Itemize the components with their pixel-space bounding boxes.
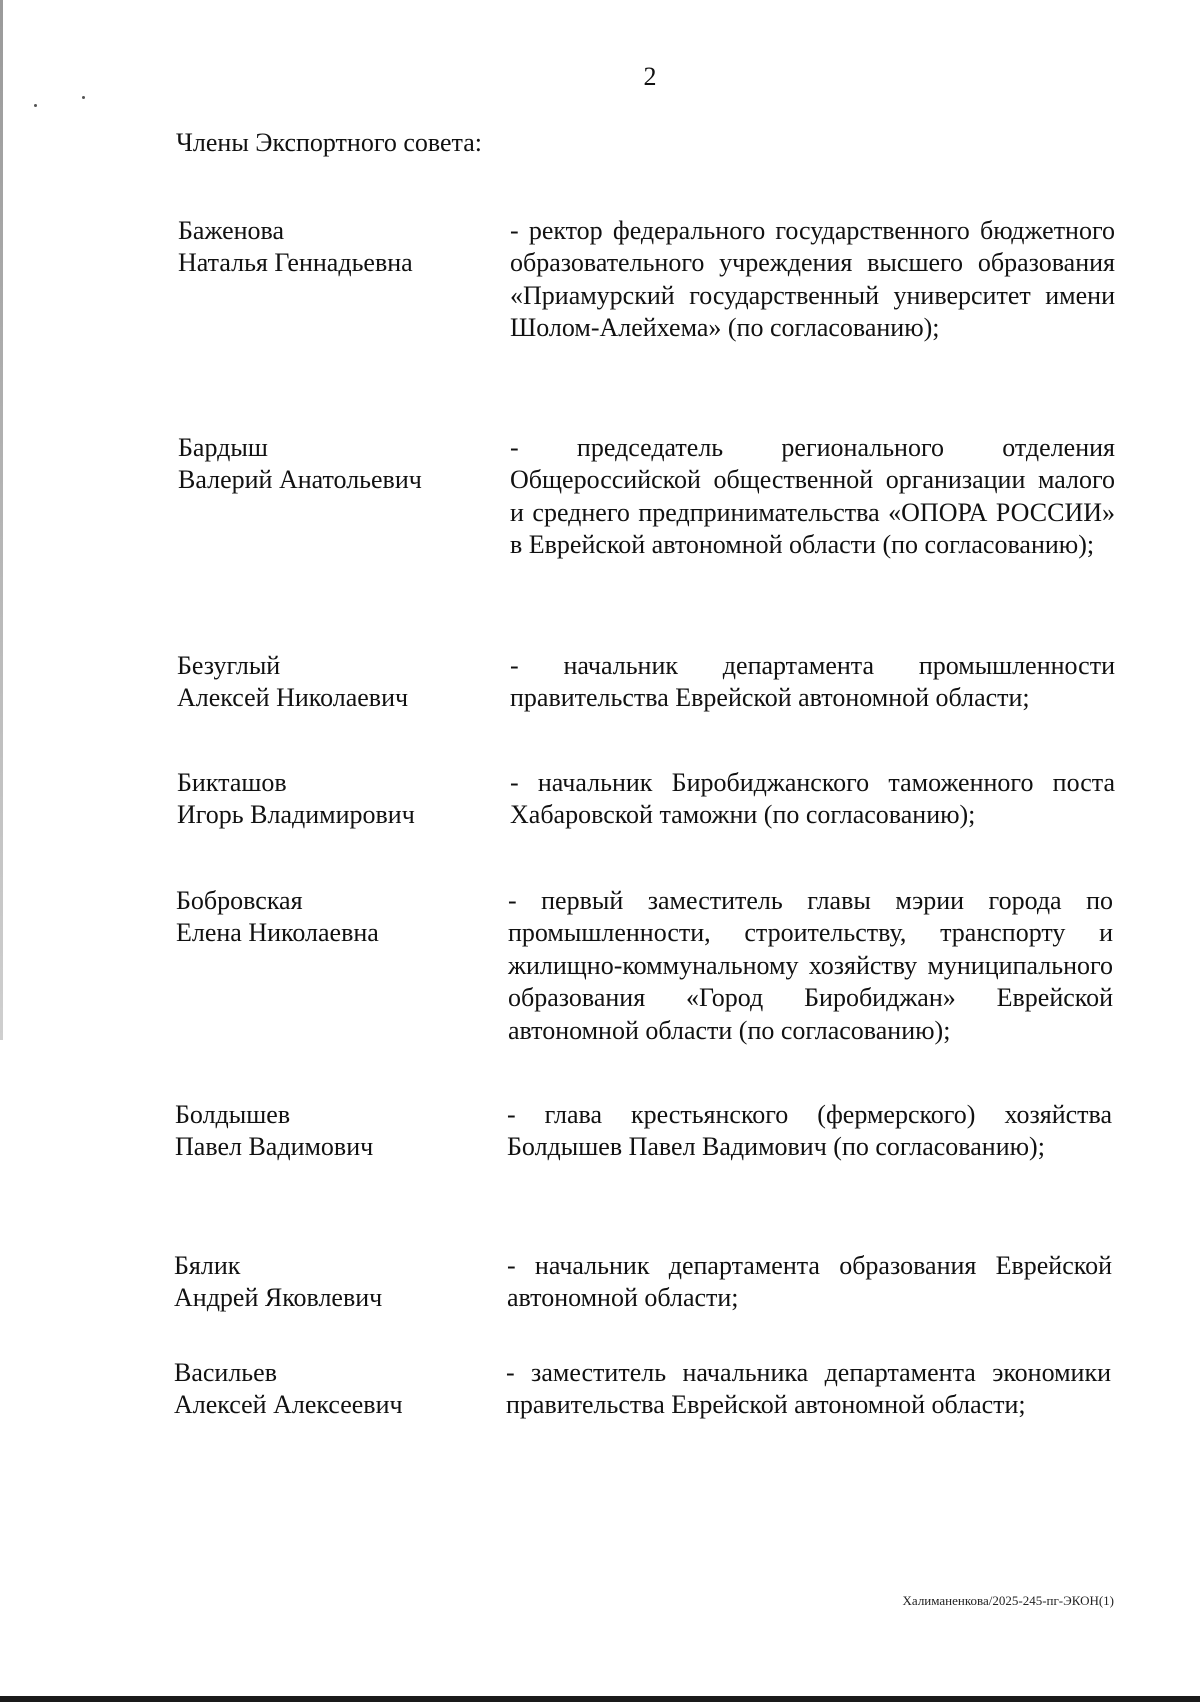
member-role: - ректор федерального государственного бюджетного образовательного учреждения высшего образования «Приамурский государственный университет имени Шолом-Алейхема» (по согласованию); bbox=[510, 216, 1115, 343]
member-surname: Васильев bbox=[174, 1358, 277, 1387]
member-name bbox=[178, 432, 488, 497]
member-role: - начальник департамента промышленности правительства Еврейской автономной области; bbox=[510, 651, 1115, 713]
member-role: - начальник Биробиджанского таможенного поста Хабаровской таможни (по согласованию); bbox=[510, 768, 1115, 830]
document-reference: Халиманенкова/2025-245-пг-ЭКОН(1) bbox=[902, 1593, 1114, 1608]
member-surname: Бикташов bbox=[177, 768, 287, 797]
member-surname: Бобровская bbox=[176, 886, 303, 915]
member-name bbox=[176, 885, 486, 950]
member-name bbox=[174, 1357, 484, 1422]
member-role: - начальник департамента образования Еврейской автономной области; bbox=[507, 1251, 1112, 1313]
scan-speck bbox=[82, 96, 85, 99]
member-role: - глава крестьянского (фермерского) хозяйства Болдышев Павел Вадимович (по согласованию); bbox=[507, 1100, 1112, 1162]
page-number: 2 bbox=[643, 62, 657, 91]
member-given-names: Алексей Николаевич bbox=[177, 683, 409, 713]
member-given-names: Валерий Анатольевич bbox=[178, 465, 422, 495]
member-surname: Болдышев bbox=[175, 1100, 291, 1129]
member-surname: Баженова bbox=[178, 216, 285, 245]
scan-speck bbox=[34, 104, 37, 107]
member-given-names: Елена Николаевна bbox=[176, 918, 379, 948]
member-role: - председатель регионального отделения Общероссийской общественной организации малого и среднего предпринимательства «ОПОРА РОССИИ» в Еврейской автономной области (по согласованию); bbox=[510, 433, 1115, 560]
member-name bbox=[177, 650, 487, 715]
member-role: - заместитель начальника департамента экономики правительства Еврейской автономной области; bbox=[506, 1358, 1111, 1420]
member-name bbox=[177, 767, 487, 832]
member-given-names: Наталья Геннадьевна bbox=[178, 248, 413, 278]
member-name bbox=[178, 215, 488, 280]
member-given-names: Алексей Алексеевич bbox=[174, 1390, 403, 1420]
scan-edge bbox=[0, 0, 3, 1040]
member-surname: Бардыш bbox=[178, 433, 268, 462]
member-name bbox=[175, 1099, 485, 1164]
member-given-names: Игорь Владимирович bbox=[177, 800, 415, 830]
scan-bottom-edge bbox=[0, 1696, 1200, 1702]
member-given-names: Павел Вадимович bbox=[175, 1132, 374, 1162]
members-heading: Члены Экспортного совета: bbox=[176, 128, 482, 157]
member-surname: Бялик bbox=[174, 1251, 241, 1280]
member-name bbox=[174, 1250, 484, 1315]
member-surname: Безуглый bbox=[177, 651, 281, 680]
member-role: - первый заместитель главы мэрии города по промышленности, строительству, транспорту и жилищно-коммунальному хозяйству муниципального образования «Город Биробиджан» Еврейской автономной области (по согласованию); bbox=[508, 886, 1113, 1045]
member-given-names: Андрей Яковлевич bbox=[174, 1283, 383, 1313]
